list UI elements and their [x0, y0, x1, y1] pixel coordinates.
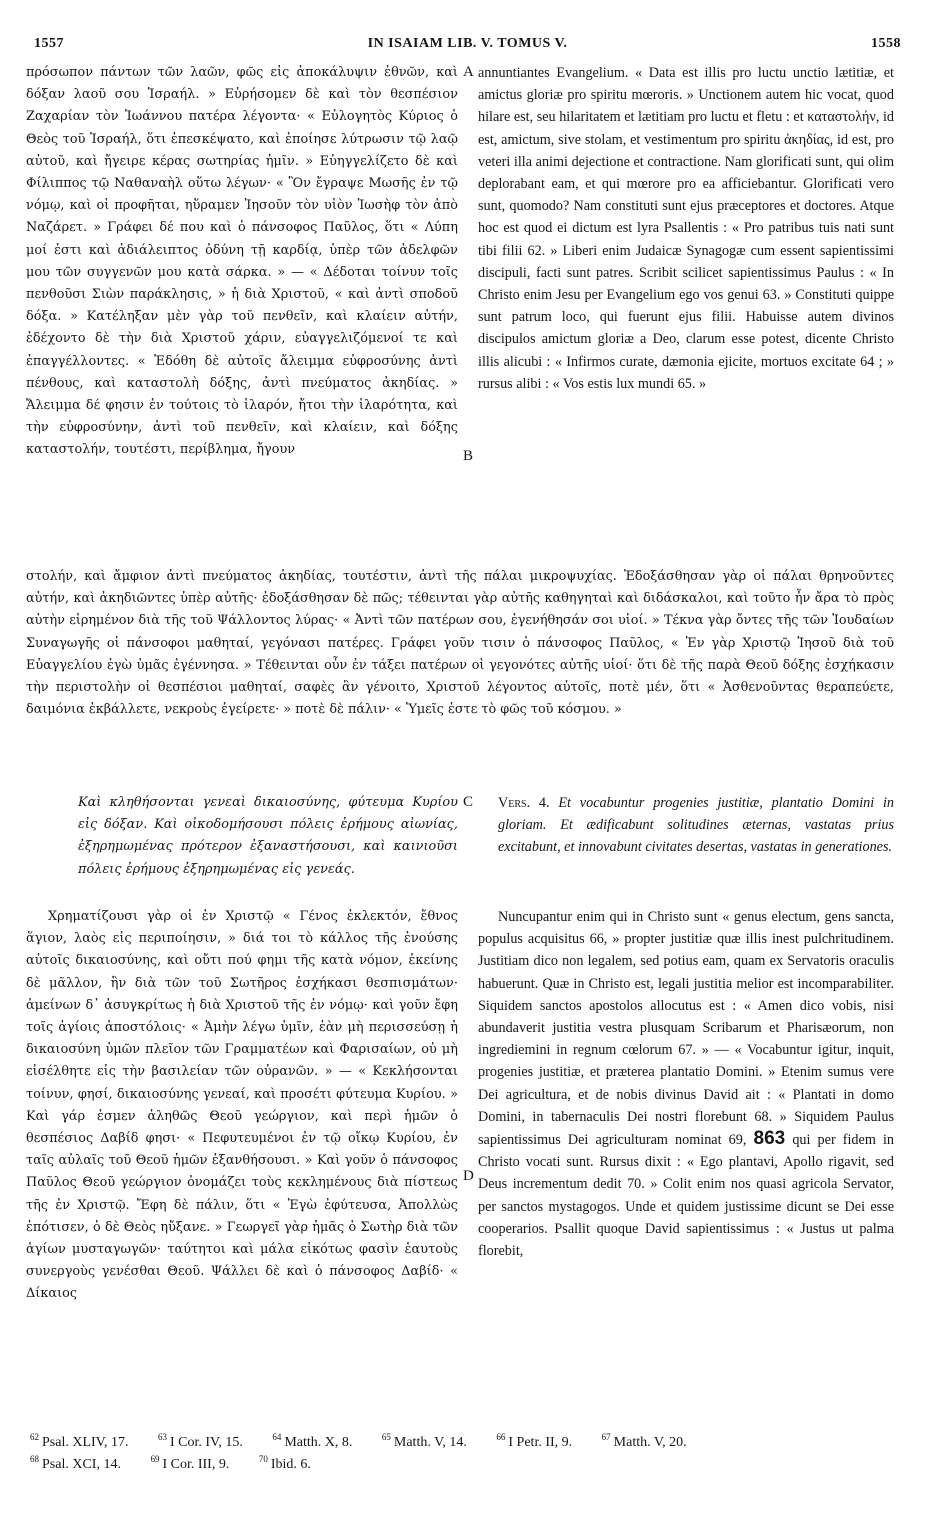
running-title: IN ISAIAM LIB. V. TOMUS V.	[367, 36, 568, 51]
greek-column-bottom	[26, 906, 458, 1306]
footnote: $^{62}$ Psal. XLIV, 17.	[30, 1432, 129, 1450]
latin-paragraph-bottom-b: qui per fidem in Christo vocati sunt. Rursus dixit : « Ego plantavi, Apollo rigavit, sed Deus incrementum dedit 70. » Colit enim nos quasi agricola Servator, per sanctos mystagogos. Unde et quidem justissime dicunt se Dei esse cooperarios. Psallit quoque David sapientissimus : « Justus ut palma florebit,	[478, 1132, 895, 1260]
greek-paragraph-wide: στολήν, καὶ ἄμφιον ἀντὶ πνεύματος ἀκηδίας, τουτέστιν, ἀντὶ τῆς πάλαι μικροψυχίας. Ἐδοξάσθησαν γὰρ οἱ πάλαι θρηνοῦντες αὐτήν, καὶ ἀκηδιῶντες ὑπὲρ αὐτῆς· ἐδοξάσθησαν δὲ πῶς; τέθεινται γὰρ αὐτῆς καθηγηταὶ καὶ διδάσκαλοι, καὶ τοῦτο ἦν ἄρα τὸ πρὸς αὐτὴν εἰρημένον διὰ τῆς τοῦ Ψάλλοντος λύρας· « Ἀντὶ τῶν πατέρων σου, ἐγενήθησάν σοι υἱοί. » Τέκνα γὰρ ὄντες τῆς τῶν Ἰουδαίων Συναγωγῆς οἱ πάνσοφοι μαθηταί, γεγόνασι πατέρες. Γράφει γοῦν τισιν ὁ πάνσοφος Παῦλος, « Ἐν γὰρ Χριστῷ Ἰησοῦ διὰ τοῦ Εὐαγγελίου ἐγὼ ὑμᾶς ἐγέννησα. » Τέθεινται οὖν ἐν τάξει πατέρων οἱ γεγονότες αὐτῆς υἱοί· ὅτι δὲ τῆς παρὰ Θεοῦ δόξης ἐσχήκασιν τὴν περιστολὴν οἱ θεσπέσιοι μαθηταί, σαφὲς ἂν γένοιτο, Χριστοῦ λέγοντος αὐτοῖς, ποτὲ μέν, ὅτι « Ἀσθενοῦντας θεραπεύετε, δαιμόνια ἐκβάλλετε, νεκροὺς ἐγείρετε· » ποτὲ δὲ πάλιν· « Ὑμεῖς ἐστε τὸ φῶς τοῦ κόσμου. »	[26, 569, 894, 718]
margin-marker-c: C	[463, 794, 474, 810]
footnote: $^{64}$ Matth. X, 8.	[272, 1432, 353, 1450]
footnote: $^{67}$ Matth. V, 20.	[601, 1432, 687, 1450]
greek-column-top	[26, 62, 458, 462]
greek-paragraph-bottom: Χρηματίζουσι γὰρ οἱ ἐν Χριστῷ « Γένος ἐκλεκτόν, ἔθνος ἅγιον, λαὸς εἰς περιποίησιν, » διά τοι τὸ κάλλος τῆς ἐνούσης αὐτοῖς δικαιοσύνης, καὶ οὔτι πού φημι τῆς κατὰ νόμον, ἐκείνης δὲ μᾶλλον, ἣν διὰ τῶν τοῦ Σωτῆρος ἐσχήκασι θεσπισμάτων· ἀμείνων δ᾽ ἀσυγκρίτως ἡ διὰ Χριστοῦ τῆς ἐν νόμῳ· καὶ γοῦν ἔφη τοῖς ἁγίοις ἀποστόλοις· « Ἀμὴν λέγω ὑμῖν, ἐὰν μὴ περισσεύσῃ ἡ δικαιοσύνη ὑμῶν πλεῖον τῶν Γραμματέων καὶ Φαρισαίων, οὐ μὴ εἰσέλθητε εἰς τὴν βασιλείαν τῶν οὐρανῶν. » — « Κεκλήσονται τοίνυν, φησί, δικαιοσύνης γενεαί, καὶ προσέτι φύτευμα Κυρίου. » Καὶ γάρ ἐσμεν ἀληθῶς Θεοῦ γεώργιον, καὶ περὶ ἡμῶν ὁ θεσπέσιος Δαβίδ φησι· « Πεφυτευμένοι ἐν τῷ οἴκῳ Κυρίου, ἐν ταῖς αὐλαῖς τοῦ Θεοῦ ἡμῶν ἐξανθήσουσι. » Καὶ γοῦν ὁ πάνσοφος Παῦλος Θεοῦ γεώργιον ὀνομάζει τοὺς κεκλημένους διὰ πίστεως τῆς ἐν Χριστῷ. Ἔφη δὲ πάλιν, ὅτι « Ἐγὼ ἐφύτευσα, Ἀπολλὼς ἐπότισεν, ὁ δὲ Θεὸς ηὔξανε. » Γεωργεῖ γὰρ ἡμᾶς ὁ Σωτὴρ διὰ τῶν ἁγίων μυσταγωγῶν· ταύτητοι καὶ μάλα εἰκότως φασὶν ἑαυτοὺς συνεργοὺς γενέσθαι Θεοῦ. Ψάλλει δὲ καὶ ὁ πάνσοφος Δαβίδ· « Δίκαιος	[26, 909, 458, 1302]
latin-paragraph-bottom-a: Nuncupantur enim qui in Christo sunt « genus electum, gens sancta, populus acquisitus 66, » propter justitiæ quæ illis inest pulchritudinem. Justitiam dico non legalem, sed potius eam, quam ex Servatoris oraculis habuerunt. Quæ in Christo est, legali justitia melior est incomparabiliter. Siquidem sanctos apostolos allocutus est : « Amen dico vobis, nisi abundaverit justitia vestra plusquam Scribarum et Pharisæorum, non ingrediemini in regnum cœlorum 67. » — « Vocabuntur igitur, inquit, progenies justitiæ, et præterea plantatio Domini. » Etenim sumus vere Dei agricultura, et de nobis divinus David ait : « Plantati in domo Domini, in tabernaculis Dei nostri florebunt 68. » Siquidem Paulus sapientissimus Dei agriculturam nominat 69,	[478, 909, 894, 1149]
footnote: $^{70}$ Ibid. 6.	[258, 1454, 311, 1472]
latin-column-bottom	[478, 906, 894, 1262]
greek-verse-text: Καὶ κληθήσονται γενεαὶ δικαιοσύνης, φύτευμα Κυρίου εἰς δόξαν. Καὶ οἰκοδομήσουσι πόλεις ἐρήμους αἰωνίας, ἐξηρημωμένας πρότερον ἐξαναστήσουσι, καὶ καινιοῦσι πόλεις ἐρήμους ἐξηρημωμένας εἰς γενεάς.	[78, 795, 458, 877]
left-page-number: 1557	[34, 36, 64, 51]
footnote: $^{68}$ Psal. XCI, 14.	[30, 1454, 121, 1472]
latin-paragraph-top: annuntiantes Evangelium. « Data est illis pro luctu unctio lætitiæ, et amictus gloriæ pro spiritu mœroris. » Unctionem autem hic vocat, quod hilare est, seu hilaritatem et lætitiam pro luctu et fletu : et καταστολήν, id est, amictum, sive stolam, et vestimentum pro spiritu ἀκηδίας, id est, pro veteri illa animi dejectione et contractione. Nam glorificati sunt, qui olim deplorabant eam, et qui mœrore pro ea afficiebantur. Glorificati vero sunt, quomodo? Nam constituti sunt ejus præceptores et doctores. Atque hoc est quod ei dictum est lyra Psallentis : « Pro patribus tuis nati sunt tibi filii 62. » Liberi enim Judaicæ Synagogæ cum essent sapientissimi discipuli, facti sunt patres. Scribit scilicet sapientissimus Paulus : « In Christo enim Jesu per Evangelium ego vos genui 63. » Constituti quippe sunt patrum loco, qui fuerunt ejus filii. Habuisse autem divinos discipulos amictum gloriæ a Deo, clarum esse potest, dicente Christo illis alicubi : « Infirmos curate, dæmonia ejicite, mortuos excitate 64 ; » rursus alibi : « Vos estis lux mundi 65. »	[478, 65, 894, 392]
latin-verse-text: Et vocabuntur progenies justitiæ, plantatio Domini in gloriam. Et ædificabunt solitudines æternas, vastatas prius excitabunt, et innovabunt civitates desertas, vastatas in generationes.	[498, 795, 895, 856]
verse-number: Vers. 4.	[498, 795, 550, 811]
greek-verse-block	[78, 792, 458, 881]
footnotes-line-1	[30, 1432, 900, 1451]
margin-marker-d: D	[463, 1168, 474, 1184]
page	[26, 24, 901, 1524]
footnote: $^{65}$ Matth. V, 14.	[381, 1432, 467, 1450]
footnote: $^{63}$ I Cor. IV, 15.	[157, 1432, 243, 1450]
margin-marker-a: A	[463, 64, 474, 80]
latin-column-top	[478, 62, 894, 395]
footnote: $^{69}$ I Cor. III, 9.	[150, 1454, 230, 1472]
margin-marker-b: B	[463, 448, 474, 464]
right-page-number: 1558	[871, 36, 901, 51]
greek-fullwidth-block	[26, 566, 894, 721]
page-header	[34, 32, 901, 54]
column-number: 863	[753, 1128, 786, 1150]
footnote: $^{66}$ I Petr. II, 9.	[496, 1432, 573, 1450]
latin-verse-block	[498, 792, 894, 859]
greek-paragraph-top: πρόσωπον πάντων τῶν λαῶν, φῶς εἰς ἀποκάλυψιν ἐθνῶν, καὶ δόξαν λαοῦ σου Ἰσραήλ. » Εὑρήσομεν δὲ καὶ τὸν θεσπέσιον Ζαχαρίαν τὸν Ἰωάννου πατέρα λέγοντα· « Εὐλογητὸς Κύριος ὁ Θεὸς τοῦ Ἰσραήλ, ὅτι ἐπεσκέψατο, καὶ ἐποίησε λύτρωσιν τῷ λαῷ αὐτοῦ, καὶ ἤγειρε κέρας σωτηρίας ἡμῖν. » Εὐηγγελίζετο δὲ καὶ Φίλιππος τῷ Ναθαναὴλ οὕτω λέγων· « Ὃν ἔγραψε Μωσῆς ἐν τῷ νόμῳ, καὶ οἱ προφῆται, ηὕραμεν Ἰησοῦν τὸν υἱὸν Ἰωσὴφ τὸν ἀπὸ Ναζάρετ. » Γράφει δέ που καὶ ὁ πάνσοφος Παῦλος, ὅτι « Λύπη μοί ἐστι καὶ ἀδιάλειπτος ὀδύνη τῇ καρδίᾳ, ὑπὲρ τῶν ἀδελφῶν μου τῶν συγγενῶν μου κατὰ σάρκα. » — « Δέδοται τοίνυν τοῖς πενθοῦσι Σιὼν παράκλησις, » ἡ διὰ Χριστοῦ, « καὶ ἀντὶ σποδοῦ δόξα. » Κατέληξαν μὲν γὰρ τοῦ πενθεῖν, καὶ κλαίειν αὐτήν, ἐδέχοντο δὲ τὴν διὰ Χριστοῦ χάριν, εὐαγγελιζόμενοί τε καὶ ἐπαγγέλλοντες. « Ἐδόθη δὲ αὐτοῖς ἄλειμμα εὐφροσύνης ἀντὶ πένθους, καὶ καταστολὴ δόξης, ἀντὶ πνεύματος ἀκηδίας. » Ἄλειμμα δέ φησιν ἐν τούτοις τὸ ἱλαρόν, ἤτοι τὴν ἱλαρότητα, καὶ τὴν εὐφροσύνην, ἀντὶ τοῦ πενθεῖν, καὶ κλαίειν, καὶ δόξης καταστολήν, τουτέστι, περίβλημα, ἤγουν	[26, 65, 458, 458]
footnotes-line-2	[30, 1454, 900, 1473]
